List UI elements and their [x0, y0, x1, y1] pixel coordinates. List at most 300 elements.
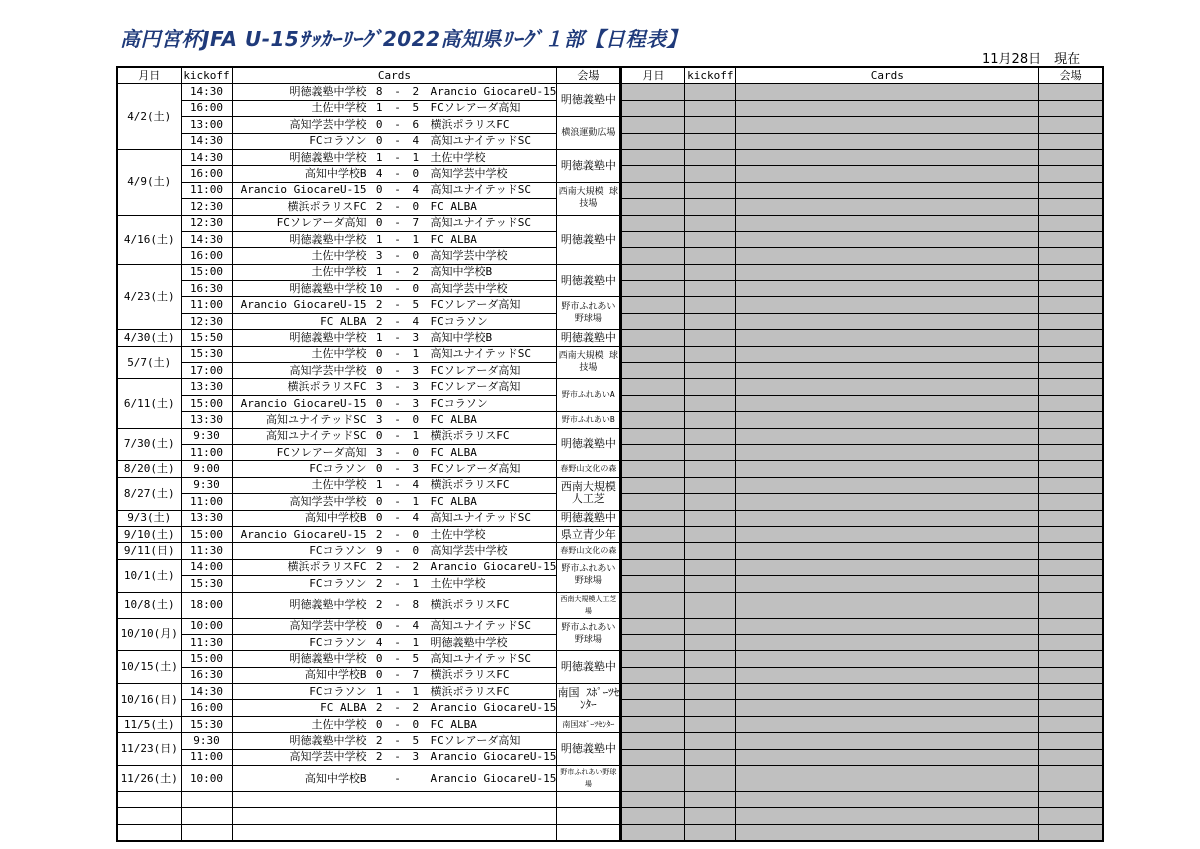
score-dash: -: [394, 733, 401, 747]
away-team: 横浜ポラリスFC: [430, 478, 510, 492]
score-dash: -: [394, 701, 401, 715]
match-date: 9/3(土): [117, 510, 181, 526]
blank-cell: [736, 363, 1039, 379]
kickoff-time: 12:30: [181, 215, 232, 231]
away-team: FCソレアーダ高知: [430, 363, 521, 377]
blank-cell: [736, 379, 1039, 395]
score-dash: -: [394, 684, 401, 698]
kickoff-time: 16:30: [181, 281, 232, 297]
home-team: FCコラソン: [309, 576, 367, 590]
blank-cell: [685, 248, 736, 264]
blank-cell: [685, 700, 736, 716]
away-score: 3: [412, 330, 420, 344]
match-date: 11/26(土): [117, 766, 181, 792]
match-venue: [557, 412, 621, 428]
home-team: Arancio GiocareU-15: [240, 298, 367, 312]
match-date: 11/23(日): [117, 733, 181, 766]
kickoff-time: 15:30: [181, 716, 232, 732]
header-kickoff-right: kickoff: [685, 67, 736, 84]
home-score: 0: [375, 117, 383, 131]
blank-cell: [621, 281, 685, 297]
away-team: FC ALBA: [430, 232, 477, 246]
blank-cell: [621, 792, 685, 808]
away-team: 高知ユナイテッドSC: [430, 134, 531, 148]
blank-cell: [685, 634, 736, 650]
blank-cell: [621, 634, 685, 650]
home-team: 明徳義塾中学校: [289, 281, 367, 295]
blank-cell: [621, 379, 685, 395]
away-team: 横浜ポラリスFC: [430, 429, 510, 443]
blank-cell: [685, 824, 736, 841]
away-score: 0: [412, 544, 420, 558]
blank-cell: [736, 510, 1039, 526]
blank-cell: [621, 231, 685, 247]
match-card: [232, 166, 557, 182]
kickoff-time: 13:00: [181, 117, 232, 133]
blank-cell: [621, 133, 685, 149]
blank-cell: [685, 363, 736, 379]
kickoff-time: 14:30: [181, 149, 232, 165]
blank-cell: [1039, 510, 1103, 526]
header-venue: 会場: [557, 67, 621, 84]
home-score: 0: [375, 216, 383, 230]
blank-cell: [736, 231, 1039, 247]
away-team: 高知ユナイテッドSC: [430, 347, 531, 361]
match-venue: [557, 792, 621, 808]
match-venue: [557, 618, 621, 651]
home-team: 横浜ポラリスFC: [287, 380, 367, 394]
match-venue: [557, 716, 621, 732]
match-card: [232, 281, 557, 297]
home-team: FC ALBA: [320, 314, 367, 328]
home-score: 1: [375, 101, 383, 115]
away-score: 4: [412, 511, 420, 525]
schedule-table: [116, 66, 1104, 842]
away-team: 高知ユナイテッドSC: [430, 216, 531, 230]
match-card: [232, 182, 557, 198]
venue-label: 明徳義塾中: [560, 273, 616, 287]
match-date: 9/10(土): [117, 526, 181, 542]
match-card: [232, 700, 557, 716]
table-row: [117, 808, 1103, 824]
blank-cell: [685, 346, 736, 362]
venue-label: 明徳義塾中: [560, 742, 616, 756]
score-dash: -: [394, 462, 401, 476]
blank-cell: [1039, 461, 1103, 477]
blank-cell: [685, 808, 736, 824]
blank-cell: [621, 494, 685, 510]
home-score: [367, 772, 383, 786]
venue-label: 西南大規模 球技場: [558, 187, 619, 210]
match-date: 8/27(土): [117, 477, 181, 510]
table-row: [117, 618, 1103, 634]
blank-cell: [736, 592, 1039, 618]
blank-cell: [685, 559, 736, 575]
venue-label: 南国 ｽﾎﾟｰﾂｾﾝﾀｰ: [557, 686, 620, 712]
home-team: 明徳義塾中学校: [289, 232, 367, 246]
home-score: 3: [375, 248, 383, 262]
header-row: [117, 67, 1103, 84]
match-card: [232, 824, 557, 841]
match-card: [232, 559, 557, 575]
away-score: 1: [412, 576, 420, 590]
match-venue: [557, 297, 621, 330]
match-card: [232, 330, 557, 346]
match-card: [232, 149, 557, 165]
blank-cell: [736, 444, 1039, 460]
kickoff-time: 10:00: [181, 766, 232, 792]
blank-cell: [1039, 84, 1103, 100]
away-team: Arancio GiocareU-15: [430, 771, 557, 785]
blank-cell: [736, 281, 1039, 297]
blank-cell: [736, 182, 1039, 198]
away-team: 横浜ポラリスFC: [430, 684, 510, 698]
home-team: 高知学芸中学校: [289, 117, 367, 131]
home-team: 明徳義塾中学校: [289, 651, 367, 665]
home-score: 2: [375, 199, 383, 213]
home-score: 3: [375, 412, 383, 426]
home-score: 1: [375, 150, 383, 164]
home-score: 1: [375, 478, 383, 492]
kickoff-time: 15:30: [181, 576, 232, 592]
home-score: 2: [375, 750, 383, 764]
home-score: 3: [375, 445, 383, 459]
blank-cell: [1039, 651, 1103, 667]
blank-cell: [621, 733, 685, 749]
kickoff-time: 12:30: [181, 313, 232, 329]
table-row: [117, 592, 1103, 618]
home-score: 0: [375, 347, 383, 361]
blank-cell: [1039, 766, 1103, 792]
kickoff-time: 15:50: [181, 330, 232, 346]
blank-cell: [1039, 494, 1103, 510]
table-row: [117, 477, 1103, 493]
blank-cell: [621, 182, 685, 198]
header-kickoff: kickoff: [181, 67, 232, 84]
away-team: Arancio GiocareU-15: [430, 701, 557, 715]
blank-cell: [685, 412, 736, 428]
blank-cell: [685, 117, 736, 133]
home-score: 0: [375, 651, 383, 665]
home-team: 高知学芸中学校: [289, 619, 367, 633]
kickoff-time: 9:30: [181, 428, 232, 444]
away-score: 5: [412, 298, 420, 312]
match-date: [117, 808, 181, 824]
match-card: [232, 543, 557, 559]
header-cards: Cards: [232, 67, 557, 84]
blank-cell: [621, 215, 685, 231]
match-card: [232, 808, 557, 824]
blank-cell: [736, 395, 1039, 411]
score-dash: -: [394, 619, 401, 633]
kickoff-time: 11:30: [181, 634, 232, 650]
away-score: 2: [412, 701, 420, 715]
blank-cell: [736, 634, 1039, 650]
match-card: [232, 494, 557, 510]
away-score: 5: [412, 733, 420, 747]
match-card: [232, 313, 557, 329]
venue-label: 野市ふれあい 野球場: [561, 301, 616, 324]
blank-cell: [685, 133, 736, 149]
away-team: 明徳義塾中学校: [430, 635, 508, 649]
blank-cell: [621, 330, 685, 346]
kickoff-time: 15:00: [181, 526, 232, 542]
away-score: 5: [412, 651, 420, 665]
blank-cell: [685, 428, 736, 444]
away-team: 土佐中学校: [430, 150, 486, 164]
kickoff-time: 14:30: [181, 133, 232, 149]
blank-cell: [736, 149, 1039, 165]
blank-cell: [685, 330, 736, 346]
blank-cell: [685, 667, 736, 683]
header-date: 月日: [117, 67, 181, 84]
home-team: FCコラソン: [309, 635, 367, 649]
table-row: [117, 84, 1103, 100]
kickoff-time: 13:30: [181, 379, 232, 395]
blank-cell: [1039, 733, 1103, 749]
blank-cell: [621, 749, 685, 765]
blank-cell: [736, 313, 1039, 329]
away-team: FC ALBA: [430, 445, 477, 459]
away-score: 3: [412, 462, 420, 476]
blank-cell: [1039, 428, 1103, 444]
table-row: [117, 543, 1103, 559]
away-team: 横浜ポラリスFC: [430, 117, 510, 131]
blank-cell: [621, 559, 685, 575]
home-score: 3: [375, 380, 383, 394]
home-score: 2: [375, 701, 383, 715]
home-score: 2: [375, 560, 383, 574]
score-dash: -: [394, 117, 401, 131]
away-score: 6: [412, 117, 420, 131]
home-team: 明徳義塾中学校: [289, 85, 367, 99]
blank-cell: [736, 117, 1039, 133]
kickoff-time: 9:30: [181, 733, 232, 749]
kickoff-time: 16:00: [181, 248, 232, 264]
venue-label: 横浪運動広場: [561, 128, 616, 139]
away-score: 0: [412, 199, 420, 213]
away-score: 1: [412, 150, 420, 164]
match-card: [232, 667, 557, 683]
blank-cell: [736, 264, 1039, 280]
blank-cell: [736, 100, 1039, 116]
blank-cell: [1039, 618, 1103, 634]
away-team: 土佐中学校: [430, 527, 486, 541]
match-card: [232, 248, 557, 264]
score-dash: -: [394, 576, 401, 590]
home-score: 0: [375, 183, 383, 197]
home-team: FCソレアーダ高知: [276, 445, 367, 459]
blank-cell: [621, 264, 685, 280]
blank-cell: [736, 651, 1039, 667]
venue-label: 明徳義塾中: [560, 437, 616, 451]
blank-cell: [685, 716, 736, 732]
blank-cell: [736, 667, 1039, 683]
blank-cell: [1039, 477, 1103, 493]
away-team: FC ALBA: [430, 199, 477, 213]
venue-label: 野市ふれあい 野球場: [561, 564, 616, 587]
blank-cell: [1039, 248, 1103, 264]
score-dash: -: [394, 101, 401, 115]
match-date: 9/11(日): [117, 543, 181, 559]
blank-cell: [1039, 824, 1103, 841]
blank-cell: [621, 651, 685, 667]
match-card: [232, 117, 557, 133]
score-dash: -: [394, 445, 401, 459]
blank-cell: [685, 215, 736, 231]
table-row: [117, 412, 1103, 428]
home-score: 0: [375, 494, 383, 508]
blank-cell: [621, 199, 685, 215]
blank-cell: [621, 248, 685, 264]
blank-cell: [1039, 808, 1103, 824]
table-row: [117, 684, 1103, 700]
score-dash: -: [394, 314, 401, 328]
blank-cell: [1039, 592, 1103, 618]
blank-cell: [736, 428, 1039, 444]
match-date: 5/7(土): [117, 346, 181, 379]
home-team: 土佐中学校: [311, 478, 367, 492]
away-team: FCソレアーダ高知: [430, 380, 521, 394]
away-team: 高知ユナイテッドSC: [430, 183, 531, 197]
away-score: 0: [412, 412, 420, 426]
match-card: [232, 716, 557, 732]
home-team: 高知中学校B: [304, 668, 367, 682]
blank-cell: [685, 231, 736, 247]
away-score: 0: [412, 167, 420, 181]
match-venue: [557, 379, 621, 412]
table-row: [117, 428, 1103, 444]
away-score: 4: [412, 314, 420, 328]
kickoff-time: 9:00: [181, 461, 232, 477]
score-dash: -: [394, 478, 401, 492]
blank-cell: [736, 199, 1039, 215]
match-date: [117, 824, 181, 841]
blank-cell: [621, 766, 685, 792]
match-card: [232, 634, 557, 650]
match-card: [232, 297, 557, 313]
home-team: 土佐中学校: [311, 717, 367, 731]
table-row: [117, 330, 1103, 346]
blank-cell: [736, 543, 1039, 559]
match-card: [232, 428, 557, 444]
blank-cell: [621, 363, 685, 379]
blank-cell: [1039, 133, 1103, 149]
blank-cell: [1039, 363, 1103, 379]
blank-cell: [621, 461, 685, 477]
blank-cell: [621, 412, 685, 428]
venue-label: 野市ふれあいB: [561, 414, 615, 424]
blank-cell: [736, 808, 1039, 824]
blank-cell: [1039, 100, 1103, 116]
match-date: 4/9(土): [117, 149, 181, 215]
away-score: 3: [412, 363, 420, 377]
blank-cell: [685, 749, 736, 765]
match-venue: [557, 346, 621, 379]
away-team: 横浜ポラリスFC: [430, 668, 510, 682]
match-card: [232, 379, 557, 395]
match-date: 10/8(土): [117, 592, 181, 618]
score-dash: -: [394, 150, 401, 164]
blank-cell: [621, 716, 685, 732]
score-dash: -: [394, 412, 401, 426]
away-score: 2: [412, 265, 420, 279]
away-score: 4: [412, 478, 420, 492]
home-team: 横浜ポラリスFC: [287, 560, 367, 574]
blank-cell: [1039, 684, 1103, 700]
score-dash: -: [394, 85, 401, 99]
kickoff-time: 12:30: [181, 199, 232, 215]
home-score: 0: [375, 462, 383, 476]
away-team: FCソレアーダ高知: [430, 298, 521, 312]
table-row: [117, 716, 1103, 732]
away-team: FCソレアーダ高知: [430, 462, 521, 476]
away-score: 4: [412, 134, 420, 148]
kickoff-time: [181, 824, 232, 841]
venue-label: 春野山文化の森: [560, 464, 617, 474]
blank-cell: [736, 248, 1039, 264]
blank-cell: [1039, 330, 1103, 346]
score-dash: -: [394, 527, 401, 541]
kickoff-time: 17:00: [181, 363, 232, 379]
page-title: 高円宮杯JFA U-15ｻｯｶｰﾘｰｸﾞ2022高知県ﾘｰｸﾞ１部【日程表】: [120, 27, 688, 51]
home-score: 2: [375, 576, 383, 590]
away-team: 高知中学校B: [430, 265, 493, 279]
blank-cell: [736, 559, 1039, 575]
table-row: [117, 766, 1103, 792]
score-dash: -: [394, 183, 401, 197]
match-venue: [557, 733, 621, 766]
blank-cell: [1039, 543, 1103, 559]
blank-cell: [685, 395, 736, 411]
away-score: 3: [412, 750, 420, 764]
table-row: [117, 117, 1103, 133]
away-team: FCソレアーダ高知: [430, 733, 521, 747]
kickoff-time: 11:00: [181, 182, 232, 198]
blank-cell: [685, 199, 736, 215]
blank-cell: [685, 182, 736, 198]
away-score: [413, 772, 425, 786]
match-venue: [557, 215, 621, 264]
match-card: [232, 215, 557, 231]
away-team: FCコラソン: [430, 396, 488, 410]
away-score: 0: [412, 248, 420, 262]
score-dash: -: [394, 167, 401, 181]
blank-cell: [736, 766, 1039, 792]
blank-cell: [1039, 264, 1103, 280]
match-date: 4/16(土): [117, 215, 181, 264]
away-team: 高知ユナイテッドSC: [430, 619, 531, 633]
score-dash: -: [394, 281, 401, 295]
home-team: Arancio GiocareU-15: [240, 396, 367, 410]
home-team: 明徳義塾中学校: [289, 733, 367, 747]
kickoff-time: 18:00: [181, 592, 232, 618]
blank-cell: [685, 494, 736, 510]
blank-cell: [1039, 526, 1103, 542]
away-score: 8: [412, 598, 420, 611]
blank-cell: [1039, 149, 1103, 165]
blank-cell: [685, 510, 736, 526]
home-team: FCコラソン: [309, 684, 367, 698]
home-score: 2: [375, 733, 383, 747]
home-team: 横浜ポラリスFC: [287, 199, 367, 213]
venue-label: 西南大規模 人工芝: [560, 480, 616, 506]
kickoff-time: 16:30: [181, 667, 232, 683]
match-card: [232, 792, 557, 808]
blank-cell: [621, 592, 685, 618]
match-venue: [557, 766, 621, 792]
score-dash: -: [394, 635, 401, 649]
